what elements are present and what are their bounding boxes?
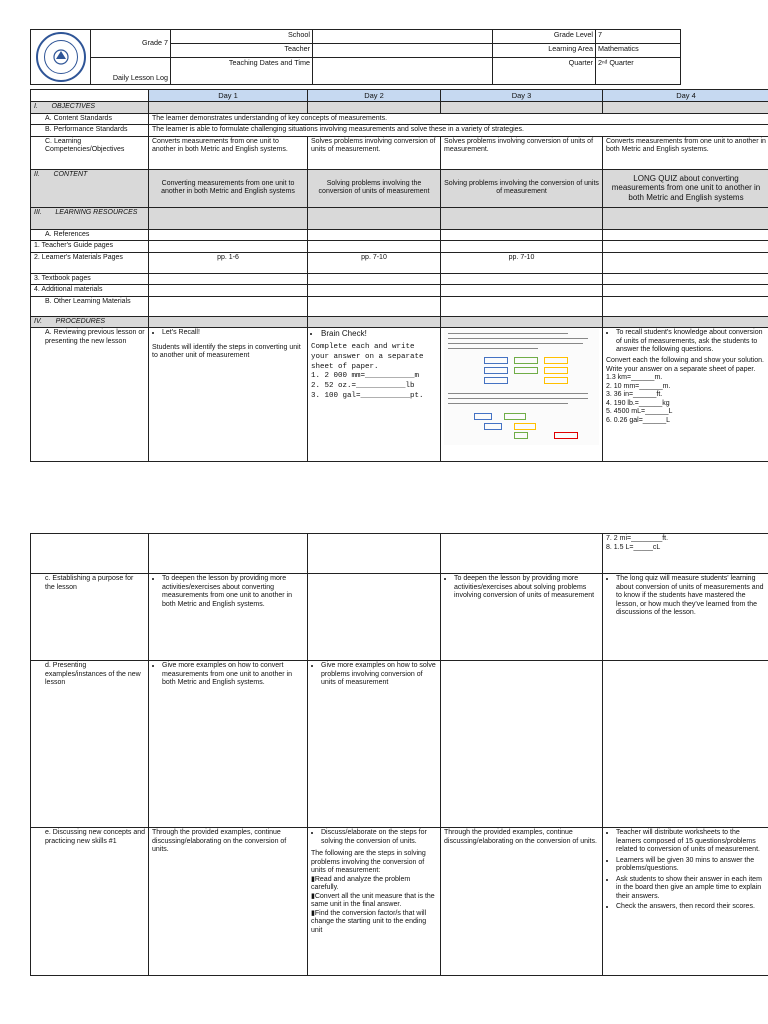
step-1: ▮Read and analyze the problem carefully. [311, 875, 411, 892]
worksheet-thumbnail [444, 329, 599, 445]
teacher-value [313, 44, 493, 58]
learners-materials-day3: pp. 7-10 [441, 252, 603, 273]
grade-level-label: Grade Level [493, 30, 596, 44]
grade-label: Grade 7 [91, 30, 171, 58]
quiz-item-4: 4. 190 lb.=______kg [606, 399, 670, 407]
dates-value [313, 58, 493, 85]
learning-area-label: Learning Area [493, 44, 596, 58]
other-materials-label: B. Other Learning Materials [31, 296, 149, 316]
discussing-day4 [603, 828, 768, 976]
school-label: School [171, 30, 313, 44]
lesson-table-continued [30, 533, 768, 976]
lets-recall-bullet: • Let's Recall! [162, 329, 304, 338]
corner-cell [31, 90, 149, 102]
content-day4: LONG QUIZ about converting measurements from one unit to another in both Metric and English systems [603, 169, 768, 207]
quiz-item-5: 5. 4500 mL=______L [606, 408, 673, 416]
references-label: A. References [31, 229, 149, 241]
quiz-item-1: 1.3 km=______m. [606, 374, 663, 382]
discussing-day2: • Discuss/elaborate on the steps for solving the conversion of units. The following are the steps in solving problems involving the conversion of units of measurement: ▮Read and analyze the problem carefully. ▮Convert all the unit measure that is the same unit in the final answer. ▮Find the conversion factor/s that will change the starting unit to the ending unit [308, 828, 441, 976]
day3-header: Day 3 [441, 90, 603, 102]
learners-materials-day2: pp. 7-10 [308, 252, 441, 273]
worksheet-step-4: • Check the answers, then record their scores. [616, 903, 766, 912]
purpose-label: c. Establishing a purpose for the lesson [31, 574, 149, 661]
lesson-table [30, 89, 768, 462]
content-day1: Converting measurements from one unit to another in both Metric and English systems [149, 169, 308, 207]
discussing-label: e. Discussing new concepts and practicing new skills #1 [31, 828, 149, 976]
discussing-day3: Through the provided examples, continue discussing/elaborating on the conversion of units. [441, 828, 603, 976]
grade-level-value: 7 [596, 30, 681, 44]
competencies-label: C. Learning Competencies/Objectives [31, 136, 149, 169]
purpose-day3: • To deepen the lesson by providing more activities/exercises about solving problems involving conversion of units of measurement [441, 574, 603, 661]
learners-materials-label: 2. Learner's Materials Pages [31, 252, 149, 273]
competency-day2: Solves problems involving conversion of units of measurement. [308, 136, 441, 169]
reviewing-day3 [441, 328, 603, 462]
dates-label: Teaching Dates and Time [171, 58, 313, 85]
reviewing-day2 [308, 328, 441, 462]
examples-day1: • Give more examples on how to convert measurements from one unit to another in both Metric and English systems. [149, 661, 308, 828]
objectives-heading: I. OBJECTIVES [31, 102, 149, 114]
header-table [30, 29, 681, 85]
textbook-pages-label: 3. Textbook pages [31, 273, 149, 285]
examples-label: d. Presenting examples/instances of the new lesson [31, 661, 149, 828]
learners-materials-day1: pp. 1-6 [149, 252, 308, 273]
performance-standards-text: The learner is able to formulate challenging situations involving measurements and solve these in a variety of strategies. [149, 125, 768, 137]
worksheet-step-1: • Teacher will distribute worksheets to the learners composed of 15 questions/problems related to conversion of units of measurement. [616, 829, 766, 855]
brain-check-text: Complete each and write your answer on a separate sheet of paper. [311, 343, 424, 371]
step-2: ▮Convert all the unit measure that is the same unit in the final answer. [311, 892, 435, 909]
deped-seal [31, 30, 91, 85]
worksheet-step-2: • Learners will be given 30 mins to answer the problems/questions. [616, 857, 766, 874]
quiz-item-7: 7. 2 mi=________ft. [606, 535, 669, 542]
reviewing-day4-text: Convert each the following and show your solution. Write your answer on a separate sheet of paper. [606, 356, 764, 373]
brain-check-bullet: • Brain Check! [321, 329, 437, 339]
step-3: ▮Find the conversion factor/s that will change the starting unit to the ending unit [311, 909, 427, 934]
examples-day2: • Give more examples on how to solve problems involving conversion of units of measurement [308, 661, 441, 828]
school-value [313, 30, 493, 44]
learning-area-value: Mathematics [596, 44, 681, 58]
competency-day1: Converts measurements from one unit to another in both Metric and English systems. [149, 136, 308, 169]
quarter-label: Quarter [493, 58, 596, 85]
additional-materials-label: 4. Additional materials [31, 285, 149, 297]
brain-check-item-1: 1. 2 000 mm=___________m [311, 372, 420, 381]
content-day3: Solving problems involving the conversion of units of measurement [441, 169, 603, 207]
seal-icon [36, 32, 86, 82]
content-day2: Solving problems involving the conversion of units of measurement [308, 169, 441, 207]
content-standards-label: A. Content Standards [31, 113, 149, 125]
log-title: Daily Lesson Log [91, 58, 171, 85]
quiz-item-3: 3. 36 in=______ft. [606, 391, 663, 399]
quiz-item-2: 2. 10 mm=______m. [606, 382, 671, 390]
brain-check-item-2: 2. 52 oz.=___________lb [311, 382, 415, 391]
performance-standards-label: B. Performance Standards [31, 125, 149, 137]
quiz-item-8: 8. 1.5 L=_____cL [606, 543, 661, 551]
recall-knowledge-bullet: • To recall student's knowledge about conversion of units of measurements, ask the students to answer the following questions. [616, 329, 766, 355]
reviewing-day1-text: Students will identify the steps in converting unit to another unit of measurement [152, 343, 301, 360]
reviewing-label: A. Reviewing previous lesson or presenting the new lesson [31, 328, 149, 462]
day4-header: Day 4 [603, 90, 768, 102]
quiz-item-6: 6. 0.26 gal=______L [606, 416, 671, 424]
brain-check-item-3: 3. 100 gal=___________pt. [311, 391, 424, 400]
content-heading: II. CONTENT [31, 169, 149, 207]
purpose-day4: • The long quiz will measure students' learning about conversion of units of measurements and to know if the students have mastered the lesson, or how much they've learned from the discussions of the lesson. [603, 574, 768, 661]
reviewing-day4 [603, 328, 768, 462]
content-standards-text: The learner demonstrates understanding of key concepts of measurements. [149, 113, 768, 125]
day1-header: Day 1 [149, 90, 308, 102]
competency-day4: Converts measurements from one unit to another in both Metric and English systems. [603, 136, 768, 169]
purpose-day1: • To deepen the lesson by providing more activities/exercises about converting measurements from one unit to another in both Metric and English systems. [149, 574, 308, 661]
quarter-value: 2ⁿᵈ Quarter [596, 58, 681, 85]
teachers-guide-label: 1. Teacher's Guide pages [31, 241, 149, 253]
worksheet-step-3: • Ask students to show their answer in each item in the board then give an ample time to explain their answers. [616, 876, 766, 902]
procedures-heading: IV. PROCEDURES [31, 316, 149, 328]
competency-day3: Solves problems involving conversion of units of measurement. [441, 136, 603, 169]
reviewing-day4-continued [603, 534, 768, 574]
teacher-label: Teacher [171, 44, 313, 58]
discussing-day1: Through the provided examples, continue discussing/elaborating on the conversion of units. [149, 828, 308, 976]
steps-intro: The following are the steps in solving problems involving the conversion of units of measurement: [311, 850, 426, 875]
reviewing-day1 [149, 328, 308, 462]
day2-header: Day 2 [308, 90, 441, 102]
resources-heading: III. LEARNING RESOURCES [31, 207, 149, 229]
